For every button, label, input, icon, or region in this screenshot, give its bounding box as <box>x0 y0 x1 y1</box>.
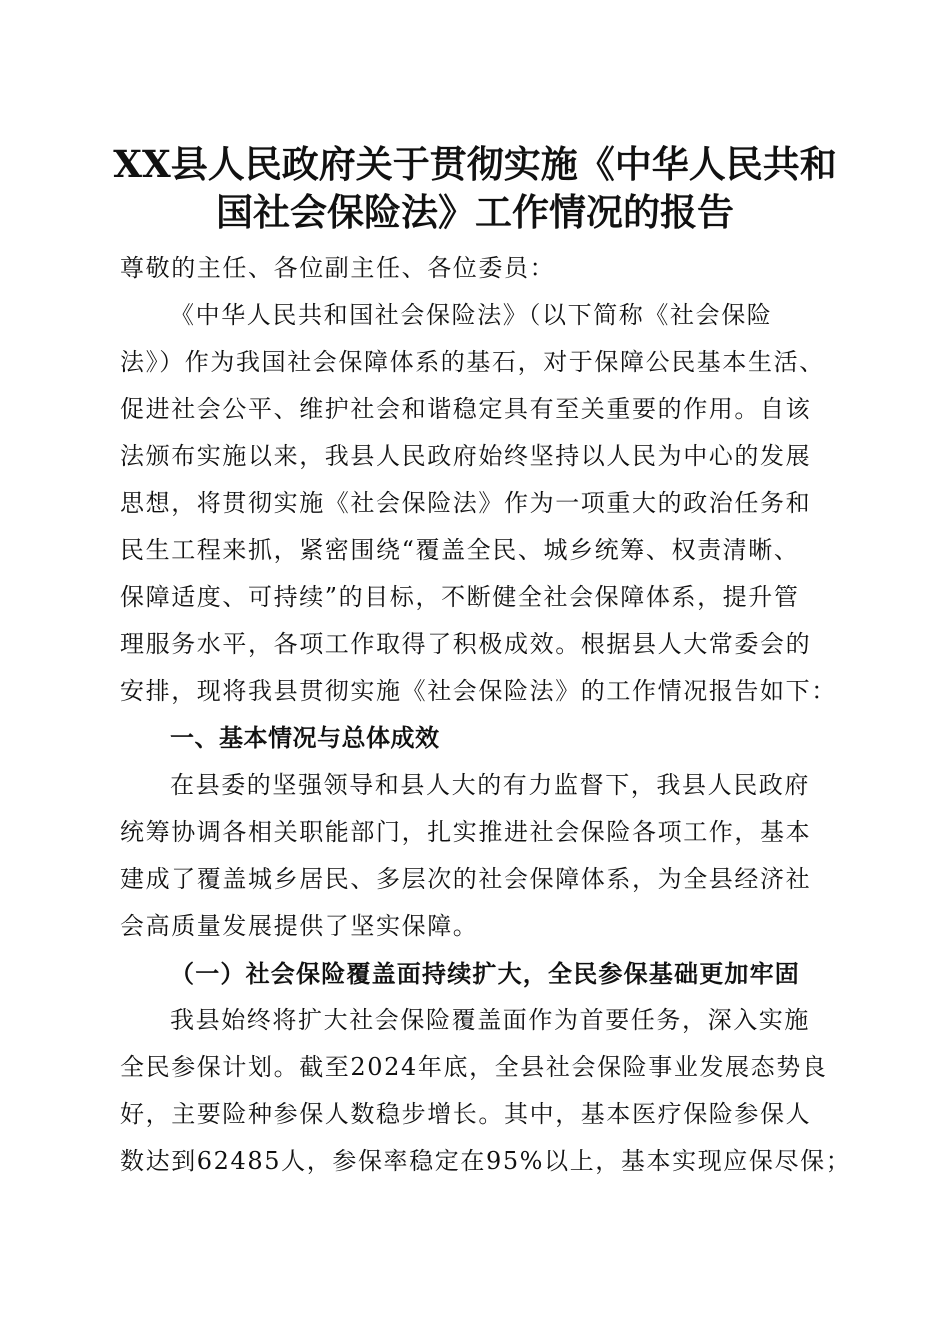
subsection-heading: （一）社会保险覆盖面持续扩大，全民参保基础更加牢固 <box>170 959 800 988</box>
paragraph-line: 统筹协调各相关职能部门，扎实推进社会保险各项工作，基本 <box>120 818 812 846</box>
paragraph-line: 全民参保计划。截至2024年底，全县社会保险事业发展态势良 <box>120 1053 828 1081</box>
paragraph-line: 安排，现将我县贯彻实施《社会保险法》的工作情况报告如下： <box>120 677 837 705</box>
paragraph-line: 思想，将贯彻实施《社会保险法》作为一项重大的政治任务和 <box>120 489 812 517</box>
document-body <box>120 245 852 1185</box>
paragraph-line: 法》）作为我国社会保障体系的基石，对于保障公民基本生活、 <box>120 348 825 376</box>
paragraph-line: 在县委的坚强领导和县人大的有力监督下，我县人民政府 <box>170 771 810 799</box>
document-title <box>95 140 855 236</box>
paragraph-line: 我县始终将扩大社会保险覆盖面作为首要任务，深入实施 <box>170 1006 810 1034</box>
section-heading: 一、基本情况与总体成效 <box>170 724 440 752</box>
paragraph-line: 好，主要险种参保人数稳步增长。其中，基本医疗保险参保人 <box>120 1100 812 1128</box>
paragraph-line: 促进社会公平、维护社会和谐稳定具有至关重要的作用。自该 <box>120 395 812 423</box>
paragraph-line: 会高质量发展提供了坚实保障。 <box>120 912 479 940</box>
paragraph-line: 保障适度、可持续”的目标，不断健全社会保障体系，提升管 <box>120 583 800 611</box>
paragraph-line: 理服务水平，各项工作取得了积极成效。根据县人大常委会的 <box>120 630 812 658</box>
paragraph-line: 法颁布实施以来，我县人民政府始终坚持以人民为中心的发展 <box>120 442 812 470</box>
paragraph-line: 《中华人民共和国社会保险法》（以下简称《社会保险 <box>170 301 773 329</box>
title-line-2: 国社会保险法》工作情况的报告 <box>216 190 734 234</box>
paragraph-line: 民生工程来抓，紧密围绕“覆盖全民、城乡统筹、权责清晰、 <box>120 536 800 564</box>
paragraph-line: 数达到62485人，参保率稳定在95%以上，基本实现应保尽保； <box>120 1147 852 1175</box>
paragraph-line: 建成了覆盖城乡居民、多层次的社会保障体系，为全县经济社 <box>120 865 812 893</box>
salutation: 尊敬的主任、各位副主任、各位委员： <box>120 254 556 282</box>
title-line-1: XX县人民政府关于贯彻实施《中华人民共和 <box>113 142 837 186</box>
